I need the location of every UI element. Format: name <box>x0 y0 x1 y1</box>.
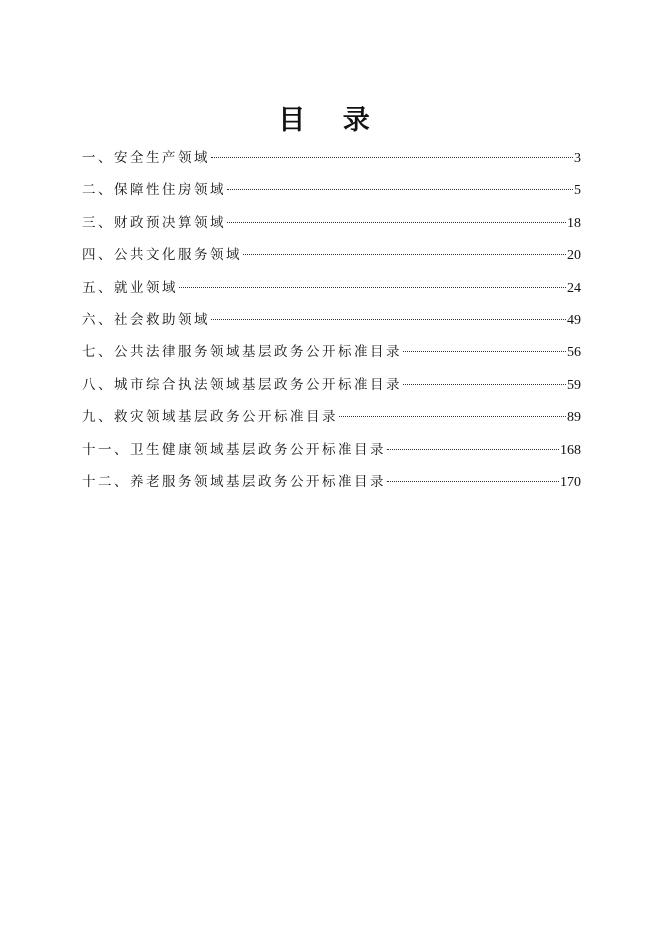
toc-entry-page: 5 <box>574 183 581 199</box>
toc-entry-label: 八、城市综合执法领域基层政务公开标准目录 <box>82 376 402 393</box>
toc-entry[interactable] <box>82 308 581 340</box>
toc-entry-page: 170 <box>560 474 581 490</box>
toc-entry-page: 20 <box>567 248 581 264</box>
dot-leader <box>387 449 559 450</box>
dot-leader <box>227 189 573 190</box>
toc-entry-label: 十一、卫生健康领域基层政务公开标准目录 <box>82 441 386 458</box>
toc-entry-label: 五、就业领域 <box>82 279 178 296</box>
toc-entry[interactable] <box>82 438 581 470</box>
toc-title: 目 录 <box>278 105 384 136</box>
dot-leader <box>179 287 566 288</box>
toc-entry-label: 九、救灾领域基层政务公开标准目录 <box>82 409 338 426</box>
toc-entry-page: 89 <box>567 410 581 426</box>
dot-leader <box>211 319 566 320</box>
toc-entry-page: 3 <box>574 151 581 166</box>
toc-entry[interactable] <box>82 146 581 178</box>
toc-entry-label: 四、公共文化服务领域 <box>82 247 242 264</box>
toc-entry-label: 六、社会救助领域 <box>82 311 210 328</box>
dot-leader <box>227 222 566 223</box>
dot-leader <box>387 481 559 482</box>
toc-entry-page: 59 <box>567 377 581 393</box>
toc-entry[interactable] <box>82 373 581 405</box>
toc-entry-label: 三、财政预决算领域 <box>82 214 226 231</box>
toc-entry-page: 56 <box>567 345 581 361</box>
toc-entry[interactable] <box>82 340 581 372</box>
toc-entry-page: 24 <box>567 280 581 296</box>
toc-entry[interactable] <box>82 470 581 502</box>
toc-entry-page: 49 <box>567 312 581 328</box>
toc-entry[interactable] <box>82 405 581 437</box>
toc-entry[interactable] <box>82 211 581 243</box>
toc-entry-label: 一、安全生产领域 <box>82 150 210 166</box>
dot-leader <box>243 254 566 255</box>
table-of-contents <box>82 146 581 502</box>
dot-leader <box>339 416 566 417</box>
toc-entry-page: 168 <box>560 442 581 458</box>
toc-entry-page: 18 <box>567 215 581 231</box>
dot-leader <box>211 157 573 158</box>
toc-entry-label: 二、保障性住房领域 <box>82 182 226 199</box>
toc-entry-label: 七、公共法律服务领域基层政务公开标准目录 <box>82 344 402 361</box>
toc-entry-label: 十二、养老服务领域基层政务公开标准目录 <box>82 473 386 490</box>
toc-entry[interactable] <box>82 276 581 308</box>
toc-entry[interactable] <box>82 243 581 275</box>
toc-entry[interactable] <box>82 178 581 210</box>
dot-leader <box>403 351 566 352</box>
dot-leader <box>403 384 566 385</box>
